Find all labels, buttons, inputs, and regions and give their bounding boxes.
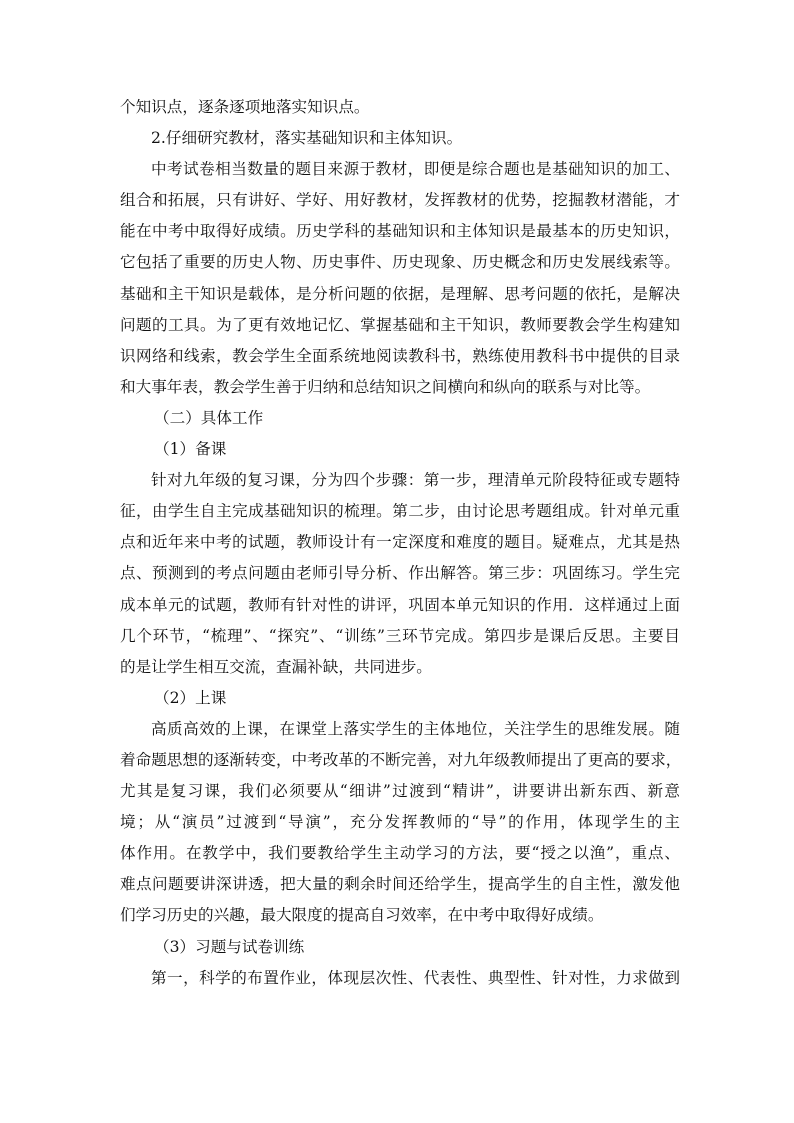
text-line: 能在中考中取得好成绩。历史学科的基础知识和主体知识是最基本的历史知识， <box>120 222 680 241</box>
text-line: 点、预测到的考点问题由老师引导分析、作出解答。第三步：巩固练习。学生完 <box>120 564 680 583</box>
text-line: 境；从“演员”过渡到“导演”，充分发挥教师的“导”的作用，体现学生的主 <box>120 813 680 832</box>
text-line: 2.仔细研究教材，落实基础知识和主体知识。 <box>151 129 463 148</box>
text-line: 着命题思想的逐渐转变，中考改革的不断完善，对九年级教师提出了更高的要求， <box>120 750 682 769</box>
text-line: （3）习题与试卷训练 <box>154 937 305 956</box>
text-line: 组合和拓展，只有讲好、学好、用好教材，发挥教材的优势，挖掘教材潜能，才 <box>120 191 680 210</box>
text-line: 问题的工具。为了更有效地记忆、掌握基础和主干知识，教师要教会学生构建知 <box>120 315 680 334</box>
text-line: （二）具体工作 <box>154 408 264 427</box>
text-line: 它包括了重要的历史人物、历史事件、历史现象、历史概念和历史发展线索等。 <box>120 253 680 272</box>
text-line: 难点问题要讲深讲透，把大量的剩余时间还给学生，提高学生的自主性，激发他 <box>120 875 680 894</box>
text-line: 针对九年级的复习课，分为四个步骤：第一步，理清单元阶段特征或专题特 <box>151 471 680 490</box>
text-line: 的是让学生相互交流，查漏补缺，共同进步。 <box>120 657 432 676</box>
text-line: 高质高效的上课，在课堂上落实学生的主体地位，关注学生的思维发展。随 <box>151 719 680 738</box>
text-line: 第一，科学的布置作业，体现层次性、代表性、典型性、针对性，力求做到 <box>151 968 680 987</box>
text-line: 体作用。在教学中，我们要教给学生主动学习的方法，要“授之以渔”，重点、 <box>120 844 680 863</box>
text-line: 几个环节，“梳理”、“探究”、“训练”三环节完成。第四步是课后反思。主要目 <box>120 626 680 645</box>
text-line: （1）备课 <box>154 440 227 459</box>
text-line: （2）上课 <box>154 688 227 707</box>
text-line: 基础和主干知识是载体，是分析问题的依据，是理解、思考问题的依托，是解决 <box>120 284 680 303</box>
text-line: 点和近年来中考的试题，教师设计有一定深度和难度的题目。疑难点，尤其是热 <box>120 533 680 552</box>
text-line: 尤其是复习课，我们必须要从“细讲”过渡到“精讲”，讲要讲出新东西、新意 <box>120 782 680 801</box>
text-line: 个知识点，逐条逐项地落实知识点。 <box>120 98 370 116</box>
text-line: 成本单元的试题，教师有针对性的讲评，巩固本单元知识的作用．这样通过上面 <box>120 595 680 614</box>
text-line: 中考试卷相当数量的题目来源于教材，即便是综合题也是基础知识的加工、 <box>151 160 680 179</box>
text-line: 们学习历史的兴趣，最大限度的提高自习效率，在中考中取得好成绩。 <box>120 906 604 925</box>
text-line: 和大事年表，教会学生善于归纳和总结知识之间横向和纵向的联系与对比等。 <box>120 377 651 396</box>
document-page <box>120 92 680 994</box>
text-line: 识网络和线索，教会学生全面系统地阅读教科书，熟练使用教科书中提供的目录 <box>120 346 680 365</box>
text-line: 征，由学生自主完成基础知识的梳理。第二步，由讨论思考题组成。针对单元重 <box>120 502 680 521</box>
